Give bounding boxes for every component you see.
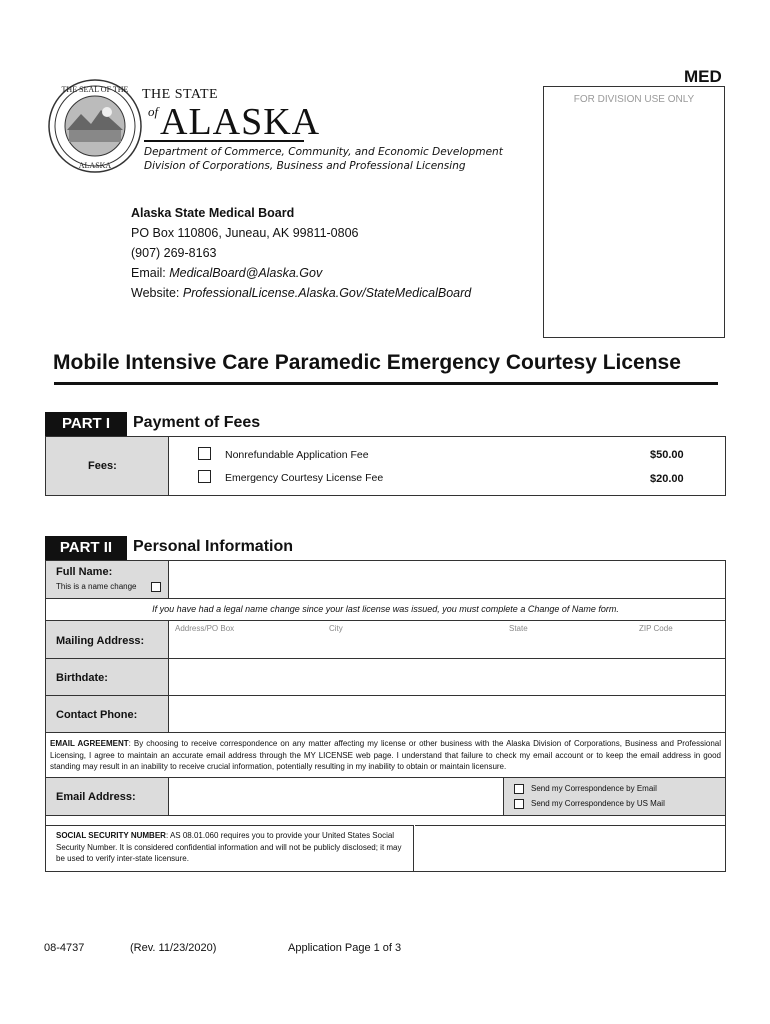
fees-table bbox=[45, 436, 726, 496]
email-agreement-text: : By choosing to receive correspondence on any matter affecting my license or other business with the Alaska Division of Corporations, Business and Professional Licensing, I agree to maintain an accurate email address through the MY LICENSE web page. I understand that failure to check my email account or to keep the email address in good standing may result in an inability to receive crucial information, potentially resulting in my inability to obtain or maintain licensure. bbox=[50, 739, 721, 771]
application-fee-amount: $50.00 bbox=[650, 449, 684, 461]
the-state-text: THE STATE bbox=[142, 87, 219, 102]
form-number: 08-4737 bbox=[44, 942, 85, 954]
ssn-text: : AS 08.01.060 requires you to provide your United States Social Security Number. It is considered confidential information and will not be publicly disclosed; it may be used to verify inter-state licensure. bbox=[56, 831, 402, 863]
part2-title: Personal Information bbox=[133, 538, 294, 555]
of-text: of bbox=[148, 104, 159, 119]
correspondence-mail-checkbox[interactable] bbox=[514, 799, 524, 809]
ssn-field[interactable] bbox=[415, 825, 725, 872]
title-rule bbox=[54, 382, 718, 385]
division-use-box bbox=[543, 86, 725, 338]
revision-date: (Rev. 11/23/2020) bbox=[130, 942, 217, 954]
dept-line-1: Department of Commerce, Community, and Economic Development bbox=[144, 146, 503, 158]
part1-title: Payment of Fees bbox=[133, 414, 261, 431]
application-fee-checkbox[interactable] bbox=[198, 447, 211, 460]
birthdate-label: Birthdate: bbox=[56, 672, 108, 684]
page-number: Application Page 1 of 3 bbox=[288, 942, 402, 954]
board-name: Alaska State Medical Board bbox=[131, 206, 295, 220]
board-contact-block bbox=[131, 203, 471, 303]
city-hint: City bbox=[329, 624, 343, 633]
email-address-field[interactable] bbox=[169, 777, 504, 815]
zip-hint: ZIP Code bbox=[639, 624, 673, 633]
personal-info-table bbox=[45, 560, 726, 872]
birthdate-field[interactable] bbox=[169, 658, 725, 696]
part1-tab: PART I bbox=[45, 412, 127, 436]
board-phone: (907) 269-8163 bbox=[131, 246, 217, 260]
board-address: PO Box 110806, Juneau, AK 99811-0806 bbox=[131, 226, 359, 240]
phone-label-cell bbox=[46, 695, 169, 733]
full-name-label: Full Name: bbox=[56, 566, 113, 578]
part2-tab: PART II bbox=[45, 536, 127, 560]
email-agreement bbox=[46, 732, 725, 776]
fees-label-cell bbox=[46, 437, 169, 495]
svg-text:THE SEAL OF THE: THE SEAL OF THE bbox=[61, 85, 129, 94]
name-change-label: This is a name change bbox=[56, 582, 137, 591]
dept-line-2: Division of Corporations, Business and Professional Licensing bbox=[144, 160, 466, 172]
mailing-label: Mailing Address: bbox=[56, 635, 145, 647]
courtesy-license-fee-checkbox[interactable] bbox=[198, 470, 211, 483]
state-seal-logo bbox=[47, 78, 143, 174]
address-hint: Address/PO Box bbox=[175, 624, 235, 633]
board-email-link[interactable]: MedicalBoard@Alaska.Gov bbox=[169, 266, 323, 280]
alaska-wordmark: ALASKA bbox=[160, 101, 321, 143]
application-fee-label: Nonrefundable Application Fee bbox=[225, 449, 369, 461]
form-title: Mobile Intensive Care Paramedic Emergency Courtesy License bbox=[53, 351, 681, 374]
contact-phone-field[interactable] bbox=[169, 695, 725, 733]
division-use-label: FOR DIVISION USE ONLY bbox=[573, 94, 695, 105]
department-lines bbox=[144, 145, 503, 173]
correspondence-email-label: Send my Correspondence by Email bbox=[531, 784, 657, 793]
form-code: MED bbox=[684, 67, 722, 86]
full-name-label-cell bbox=[46, 561, 169, 599]
header-rule bbox=[144, 140, 304, 142]
phone-label: Contact Phone: bbox=[56, 709, 138, 721]
fees-label: Fees: bbox=[88, 460, 117, 472]
birthdate-label-cell bbox=[46, 658, 169, 696]
name-change-checkbox[interactable] bbox=[151, 582, 161, 592]
ssn-notice bbox=[46, 825, 414, 871]
correspondence-options bbox=[504, 777, 725, 815]
ssn-title: SOCIAL SECURITY NUMBER bbox=[56, 831, 166, 840]
full-name-field[interactable] bbox=[169, 561, 725, 599]
courtesy-license-fee-amount: $20.00 bbox=[650, 473, 684, 485]
correspondence-email-checkbox[interactable] bbox=[514, 784, 524, 794]
correspondence-mail-label: Send my Correspondence by US Mail bbox=[531, 799, 665, 808]
email-label: Email: bbox=[131, 266, 170, 280]
mailing-label-cell bbox=[46, 620, 169, 659]
email-address-label: Email Address: bbox=[56, 791, 136, 803]
email-label-cell bbox=[46, 777, 169, 815]
mailing-address-field[interactable] bbox=[169, 620, 725, 659]
board-website-link[interactable]: ProfessionalLicense.Alaska.Gov/StateMedicalBoard bbox=[182, 286, 472, 300]
email-agreement-title: EMAIL AGREEMENT bbox=[50, 739, 129, 748]
website-label: Website: bbox=[131, 286, 183, 300]
svg-text:ALASKA: ALASKA bbox=[78, 161, 112, 170]
courtesy-license-fee-label: Emergency Courtesy License Fee bbox=[225, 472, 384, 484]
state-hint: State bbox=[509, 624, 528, 633]
name-change-note: If you have had a legal name change since your last license was issued, you must complete a Change of Name form. bbox=[152, 604, 619, 614]
